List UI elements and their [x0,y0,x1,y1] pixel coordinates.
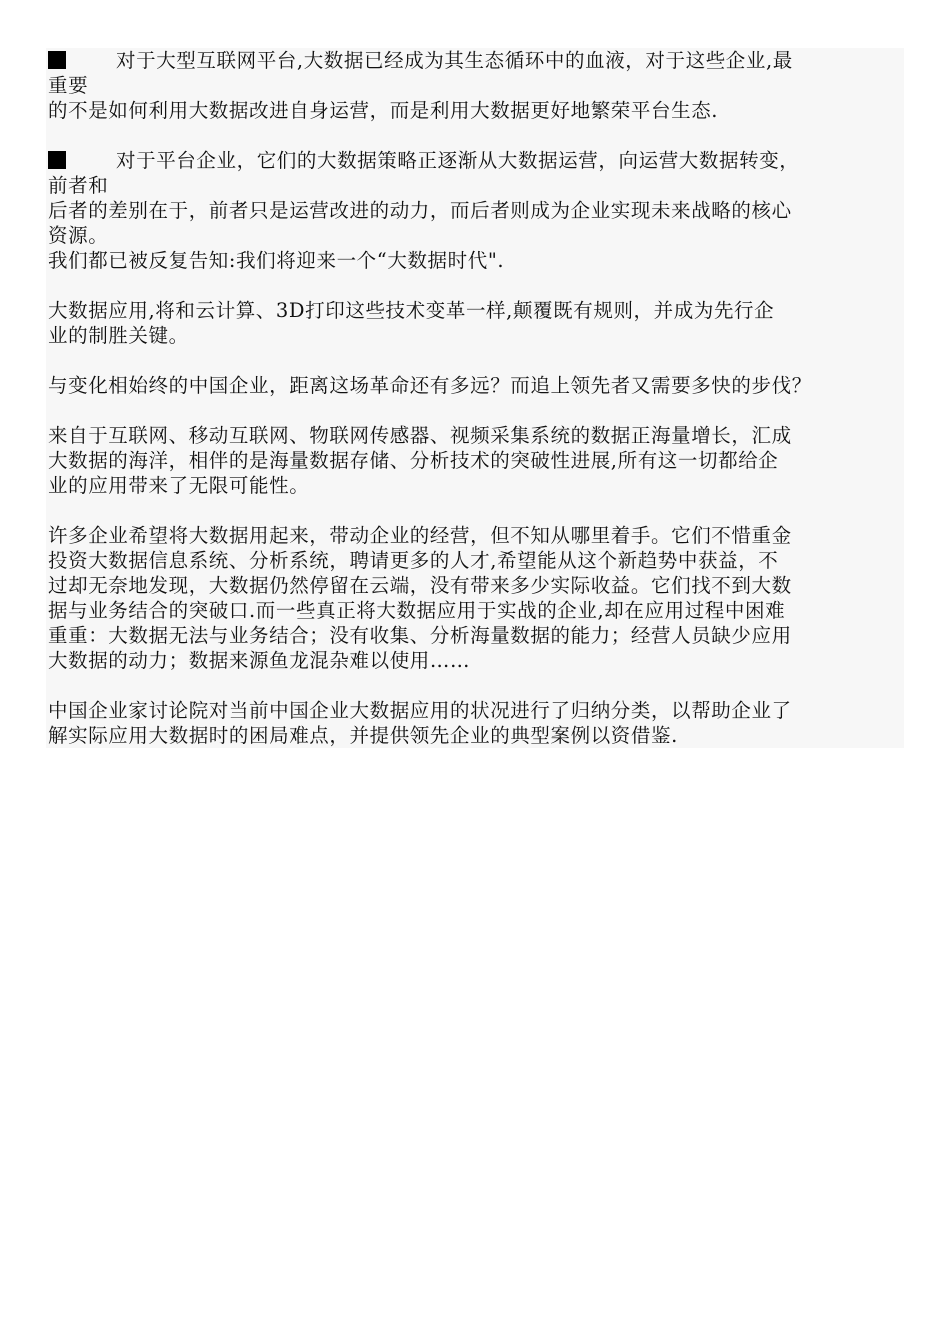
spacer [46,123,904,148]
square-bullet-icon [48,151,66,169]
spacer [46,348,904,373]
bullet-1-line-3: 的不是如何利用大数据改进自身运营，而是利用大数据更好地繁荣平台生态. [48,99,719,122]
text-line: 对于平台企业，它们的大数据策略正逐渐从大数据运营，向运营大数据转变， [116,149,800,172]
para-6-line-1: 中国企业家讨论院对当前中国企业大数据应用的状况进行了归纳分类，以帮助企业了 [48,699,792,722]
para-2-line-2: 业的制胜关键。 [48,324,189,347]
para-2-line-1: 大数据应用,将和云计算、3D打印这些技术变革一样,颠覆既有规则，并成为先行企 [48,299,775,322]
para-5-line-6: 大数据的动力；数据来源鱼龙混杂难以使用…… [48,649,471,672]
para-5-line-2: 投资大数据信息系统、分析系统，聘请更多的人才,希望能从这个新趋势中获益，不 [48,549,779,572]
spacer [46,498,904,523]
para-1-line-1: 我们都已被反复告知:我们将迎来一个“大数据时代". [48,249,505,272]
bullet-1-line-1 [46,48,904,73]
text-line: 对于大型互联网平台,大数据已经成为其生态循环中的血液，对于这些企业,最 [116,49,793,72]
para-5-line-4: 据与业务结合的突破口.而一些真正将大数据应用于实战的企业,却在应用过程中困难 [48,599,786,622]
para-4-line-2: 大数据的海洋，相伴的是海量数据存储、分析技术的突破性进展,所有这一切都给企 [48,449,779,472]
bullet-2-line-1 [46,148,904,173]
para-6-line-2: 解实际应用大数据时的困局难点，并提供领先企业的典型案例以资借鉴. [48,724,678,747]
bullet-1-line-2: 重要 [48,74,89,97]
para-4-line-3: 业的应用带来了无限可能性。 [48,474,310,497]
document-body [46,48,904,748]
spacer [46,673,904,698]
para-5-line-3: 过却无奈地发现，大数据仍然停留在云端，没有带来多少实际收益。它们找不到大数 [48,574,792,597]
bullet-2-line-4: 资源。 [48,224,109,247]
para-3-line-1: 与变化相始终的中国企业，距离这场革命还有多远？而追上领先者又需要多快的步伐？ [48,374,812,397]
spacer [46,398,904,423]
square-bullet-icon [48,51,66,69]
bullet-2-line-3: 后者的差别在于，前者只是运营改进的动力，而后者则成为企业实现未来战略的核心 [48,199,792,222]
spacer [46,273,904,298]
bullet-2-line-2: 前者和 [48,174,109,197]
para-5-line-5: 重重：大数据无法与业务结合；没有收集、分析海量数据的能力；经营人员缺少应用 [48,624,792,647]
para-5-line-1: 许多企业希望将大数据用起来，带动企业的经营，但不知从哪里着手。它们不惜重金 [48,524,792,547]
para-4-line-1: 来自于互联网、移动互联网、物联网传感器、视频采集系统的数据正海量增长，汇成 [48,424,792,447]
